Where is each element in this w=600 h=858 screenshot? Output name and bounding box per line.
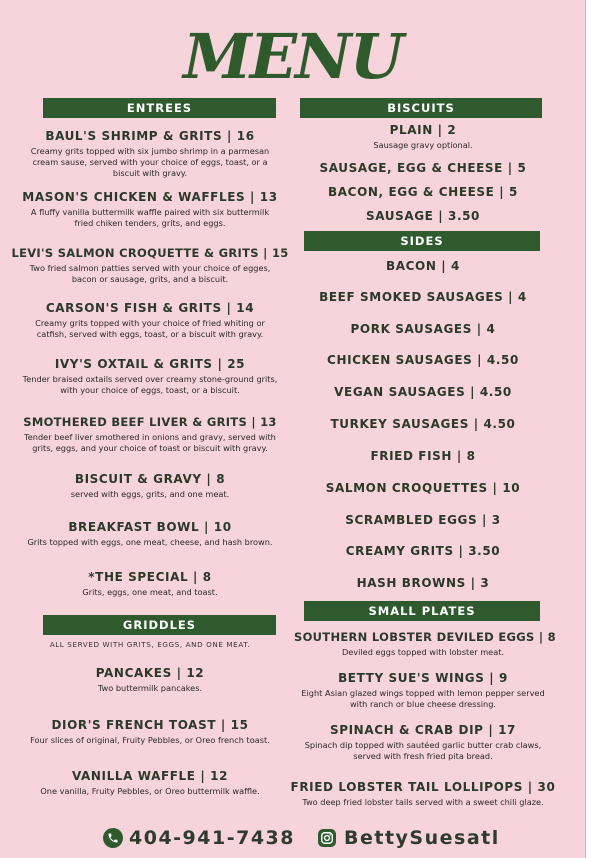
item-name: BETTY SUE'S WINGS | 9 [338, 671, 508, 685]
item-description: Grits topped with eggs, one meat, cheese, and hash brown. [27, 537, 273, 547]
item-name: IVY'S OXTAIL & GRITS | 25 [54, 357, 246, 371]
item-name: SOUTHERN LOBSTER DEVILED EGGS | 8 [294, 630, 556, 644]
menu-item [298, 208, 548, 224]
menu-item [22, 356, 278, 396]
item-description: Two fried salmon patties served with your choice of egges, bacon or sausage, grits, and a biscuit. [29, 263, 271, 284]
menu-item [22, 665, 278, 694]
item-name: DIOR'S FRENCH TOAST | 15 [51, 718, 249, 732]
item-name: SAUSAGE, EGG & CHEESE | 5 [319, 161, 527, 175]
item-name: PLAIN | 2 [389, 123, 457, 137]
griddles-heading: GRIDDLES [43, 615, 276, 635]
menu-item [294, 722, 552, 762]
item-name: FRIED FISH | 8 [370, 449, 476, 463]
item-description: Sausage gravy optional. [373, 140, 473, 150]
item-description: Creamy grits topped with your choice of fried whiting or catfish, served with eggs, toast, or a biscuit with gravy. [35, 318, 265, 339]
side-item [298, 543, 548, 559]
item-name: VANILLA WAFFLE | 12 [71, 769, 229, 783]
item-description: Two buttermilk pancakes. [97, 683, 203, 693]
phone-number: 404-941-7438 [129, 827, 295, 849]
menu-item [290, 779, 556, 808]
item-name: SAUSAGE | 3.50 [365, 209, 481, 223]
item-description: Spinach dip topped with sautéed garlic butter crab claws, served with fresh fried pita bread. [304, 740, 542, 761]
side-item [298, 416, 548, 432]
item-name: *THE SPECIAL | 8 [88, 570, 212, 584]
side-item [298, 384, 548, 400]
item-description: A fluffy vanilla buttermilk waffle paired with six buttermilk fried chiken tenders, grits, and eggs. [30, 207, 270, 228]
instagram-contact[interactable] [318, 823, 500, 853]
item-description: One vanilla, Fruity Pebbles, or Oreo buttermilk waffle. [40, 786, 260, 796]
item-description: Two deep fried lobster tails served with a sweet chili glaze. [302, 797, 544, 807]
item-name: PORK SAUSAGES | 4 [350, 322, 496, 336]
item-name: BACON, EGG & CHEESE | 5 [328, 185, 518, 199]
item-description: Tender braised oxtails served over creamy stone-ground grits, with your choice of eggs, toast, or a biscuit. [22, 374, 278, 395]
menu-item [14, 414, 286, 454]
menu-item [16, 717, 284, 746]
item-name: BAUL'S SHRIMP & GRITS | 16 [45, 129, 255, 143]
item-name: BISCUIT & GRAVY | 8 [74, 472, 226, 486]
menu-title: MENU [183, 20, 402, 93]
item-description: Grits, eggs, one meat, and toast. [82, 587, 218, 597]
item-name: SMOTHERED BEEF LIVER & GRITS | 13 [23, 415, 277, 429]
entrees-heading: ENTREES [43, 98, 276, 118]
item-name: MASON'S CHICKEN & WAFFLES | 13 [22, 190, 278, 204]
item-description: Tender beef liver smothered in onions and gravy, served with grits, eggs, and your choice of toast or biscuit with gravy. [24, 432, 276, 453]
instagram-handle: BettySuesatl [344, 827, 500, 849]
item-name: SALMON CROQUETTES | 10 [325, 481, 521, 495]
menu-item [22, 569, 278, 598]
side-item [298, 480, 548, 496]
small-plates-heading: SMALL PLATES [304, 601, 540, 621]
item-name: TURKEY SAUSAGES | 4.50 [330, 417, 516, 431]
phone-contact[interactable] [103, 823, 295, 853]
item-name: CREAMY GRITS | 3.50 [345, 544, 501, 558]
griddles-note: ALL SERVED WITH GRITS, EGGS, AND ONE MEAT. [49, 640, 251, 649]
menu-item [18, 519, 282, 548]
item-description: Deviled eggs topped with lobster meat. [341, 647, 505, 657]
item-name: SCRAMBLED EGGS | 3 [345, 513, 501, 527]
menu-item [294, 670, 552, 710]
instagram-icon [318, 829, 336, 847]
menu-item [22, 471, 278, 500]
side-item [298, 448, 548, 464]
item-description: Four slices of original, Fruity Pebbles, or Oreo french toast. [30, 735, 270, 745]
menu-item [22, 300, 278, 340]
side-item [298, 352, 548, 368]
phone-icon [103, 828, 123, 848]
menu-item [18, 128, 282, 179]
item-name: CHICKEN SAUSAGES | 4.50 [327, 353, 519, 367]
item-name: BACON | 4 [386, 259, 460, 273]
biscuits-heading: BISCUITS [300, 98, 542, 118]
item-name: CARSON'S FISH & GRITS | 14 [45, 301, 255, 315]
item-name: SPINACH & CRAB DIP | 17 [329, 723, 517, 737]
menu-item [298, 122, 548, 151]
item-name: FRIED LOBSTER TAIL LOLLIPOPS | 30 [290, 780, 556, 794]
item-description: Creamy grits topped with six jumbo shrimp in a parmesan cream sause, served with your choice of eggs, toast, or a biscuit with gravy. [30, 146, 270, 178]
item-description: served with eggs, grits, and one meat. [70, 489, 230, 499]
side-item [298, 289, 548, 305]
item-name: LEVI'S SALMON CROQUETTE & GRITS | 15 [11, 246, 289, 260]
menu-item [22, 189, 278, 229]
menu-item [294, 629, 556, 658]
menu-item [298, 184, 548, 200]
side-item [298, 321, 548, 337]
menu-item [298, 160, 548, 176]
side-item [298, 512, 548, 528]
item-name: BEEF SMOKED SAUSAGES | 4 [319, 290, 527, 304]
item-name: HASH BROWNS | 3 [356, 576, 490, 590]
item-name: PANCAKES | 12 [95, 666, 205, 680]
sides-heading: SIDES [304, 231, 540, 251]
side-item [298, 258, 548, 274]
item-name: VEGAN SAUSAGES | 4.50 [334, 385, 512, 399]
item-description: Eight Asian glazed wings topped with lemon pepper served with ranch or blue cheese dressing. [301, 688, 545, 709]
menu-item [16, 768, 284, 797]
item-name: BREAKFAST BOWL | 10 [68, 520, 232, 534]
menu-item [10, 245, 290, 285]
side-item [298, 575, 548, 591]
